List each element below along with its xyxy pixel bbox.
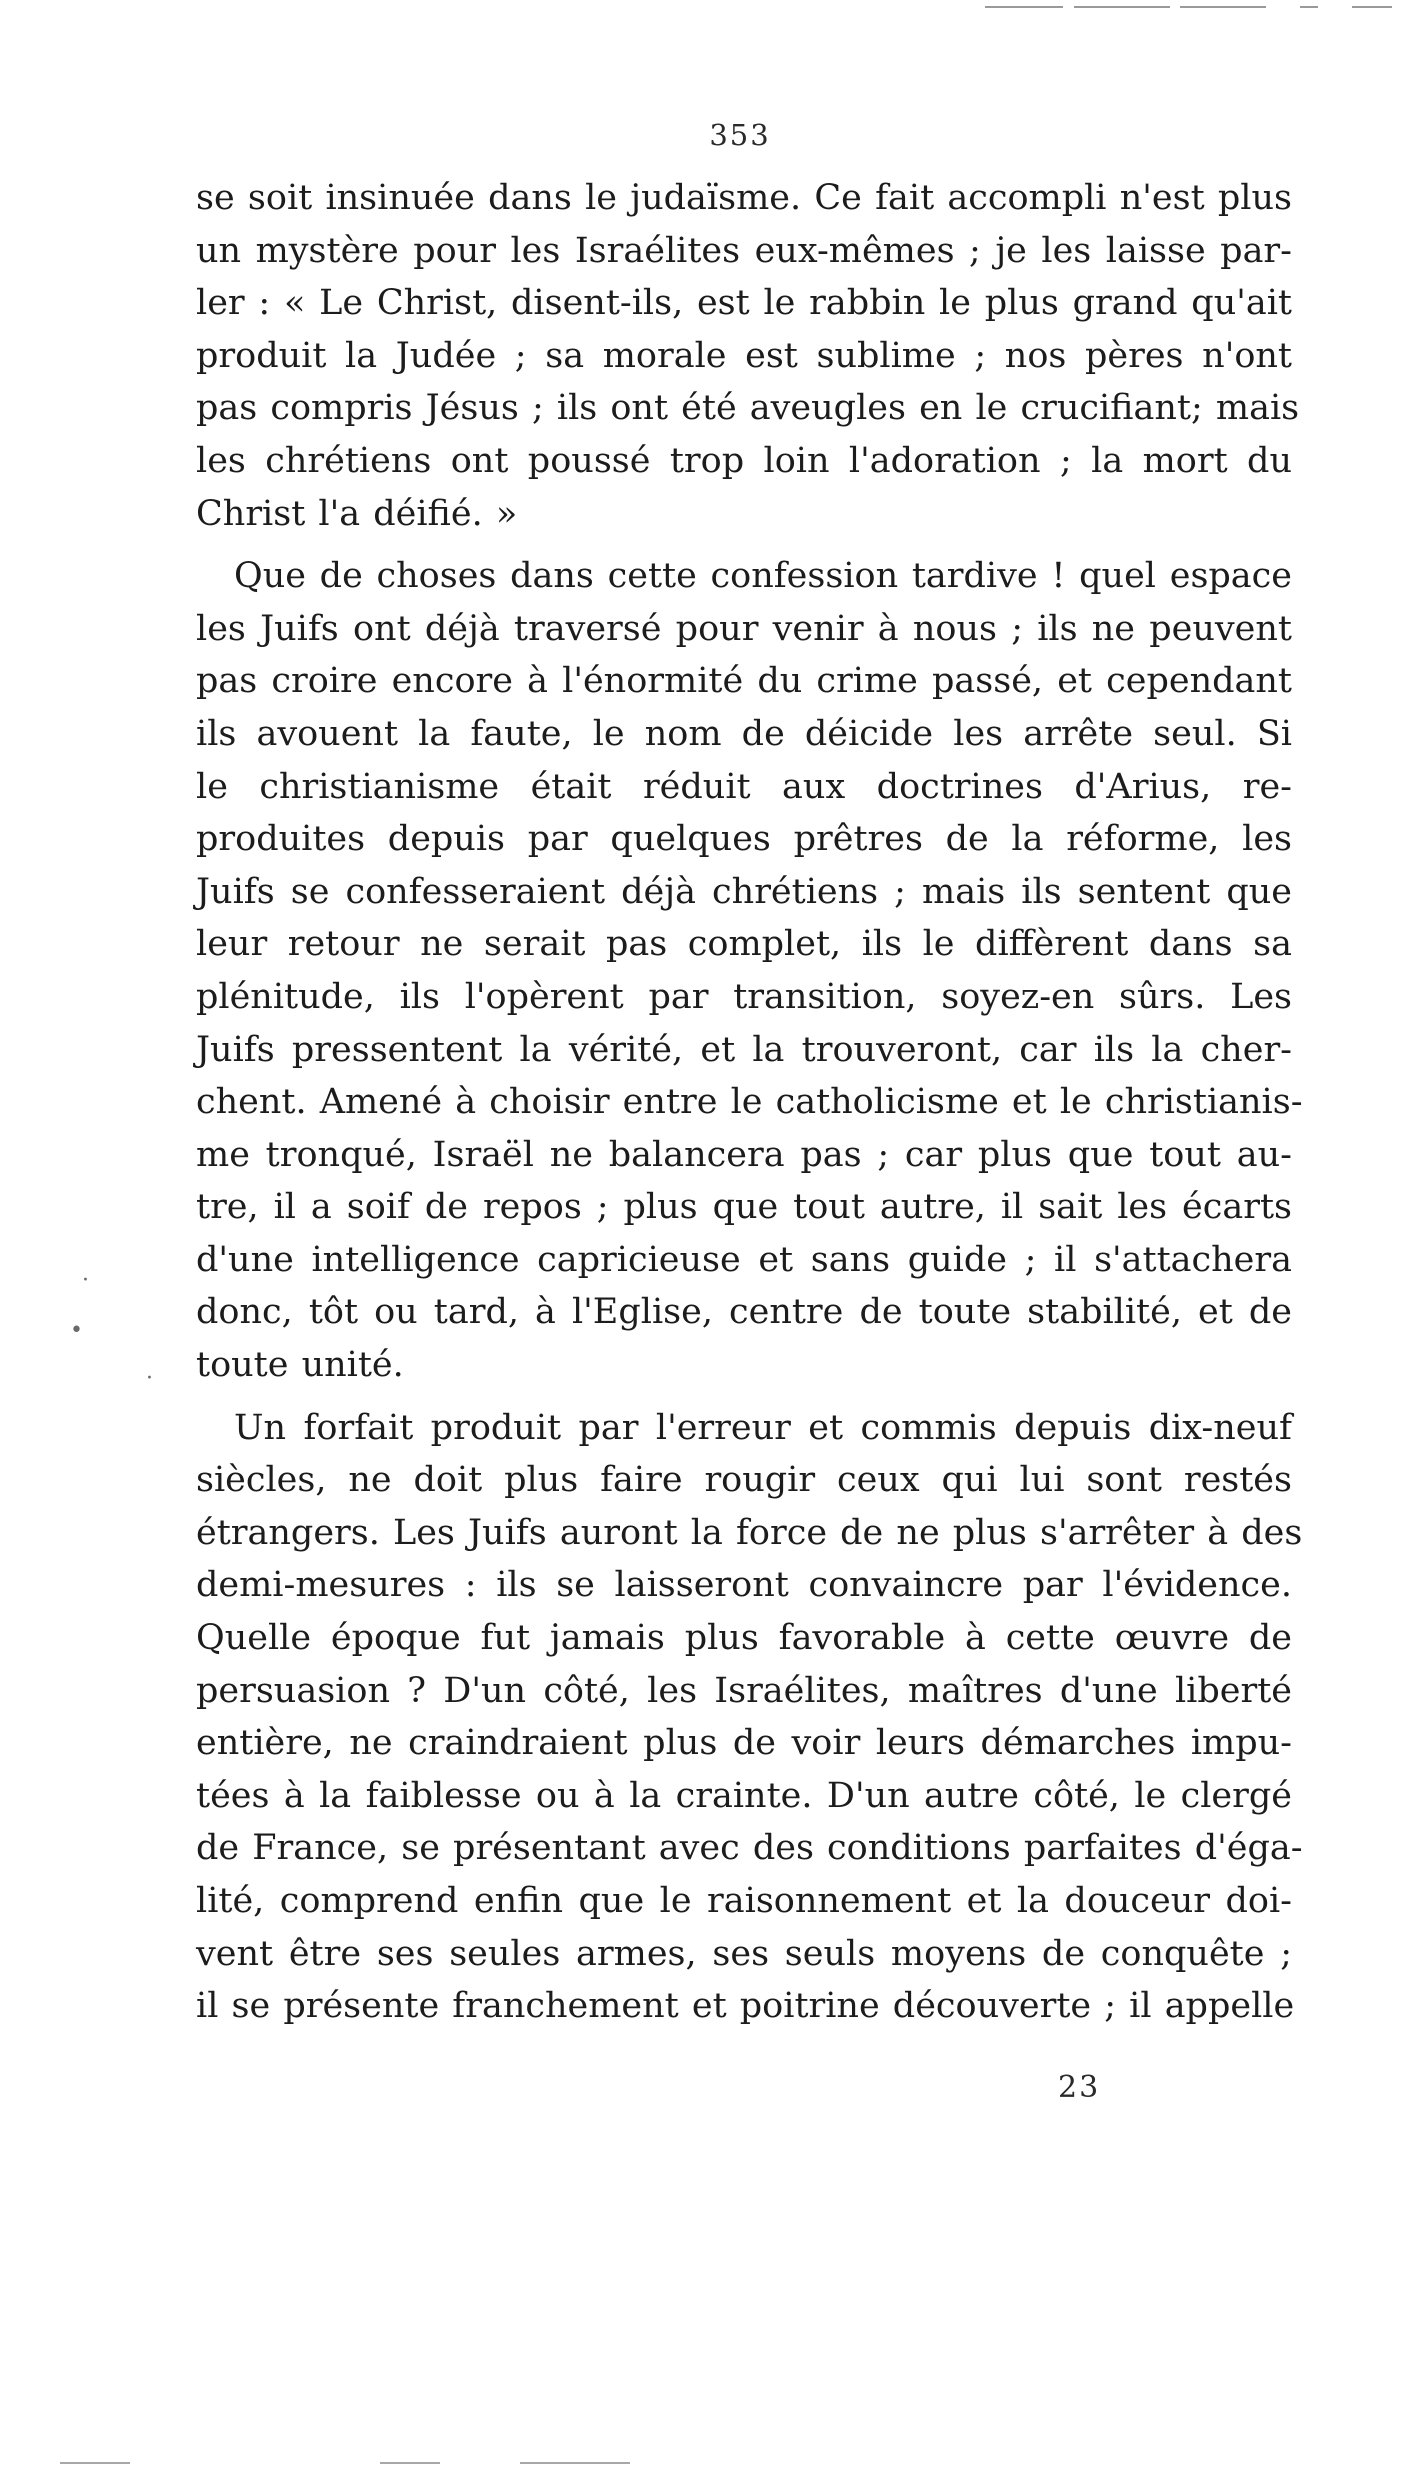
text-line: lité, comprend enfin que le raisonnement et la douceur doi- xyxy=(196,1881,1292,1921)
text-line: Juifs pressentent la vérité, et la trouveront, car ils la cher- xyxy=(196,1029,1292,1070)
margin-speck: · xyxy=(82,1268,89,1293)
text-line: Que de choses dans cette confession tardive ! quel espace xyxy=(234,556,1292,597)
bottom-edge-rule xyxy=(60,2462,130,2464)
bottom-edge-rule xyxy=(520,2462,630,2464)
paragraph xyxy=(196,1402,1303,2033)
paragraph xyxy=(196,172,1300,540)
text-line: il se présente franchement et poitrine découverte ; il appelle xyxy=(196,1986,1295,2027)
text-line: siècles, ne doit plus faire rougir ceux qui lui sont restés xyxy=(196,1460,1292,1501)
text-line: tées à la faiblesse ou à la crainte. D'un autre côté, le clergé xyxy=(196,1775,1292,1816)
signature-mark: 23 xyxy=(1058,2070,1101,2105)
text-line: produites depuis par quelques prêtres de la réforme, les xyxy=(196,819,1292,860)
text-line: donc, tôt ou tard, à l'Eglise, centre de toute stabilité, et de xyxy=(196,1292,1292,1333)
text-line: ler : « Le Christ, disent-ils, est le rabbin le plus grand qu'ait xyxy=(196,283,1292,324)
top-edge-rule xyxy=(1180,6,1266,8)
paragraph-gap xyxy=(196,1392,1292,1402)
text-line: ils avouent la faute, le nom de déicide les arrête seul. Si xyxy=(196,713,1292,754)
paragraph-gap xyxy=(196,540,1292,550)
text-line: chent. Amené à choisir entre le catholicisme et le christianis- xyxy=(196,1082,1303,1123)
text-line: entière, ne craindraient plus de voir leurs démarches impu- xyxy=(196,1723,1292,1764)
text-line: Quelle époque fut jamais plus favorable à cette œuvre de xyxy=(196,1618,1292,1659)
top-edge-rule xyxy=(1074,6,1170,8)
text-line: pas croire encore à l'énormité du crime passé, et cependant xyxy=(196,661,1292,702)
text-line: Un forfait produit par l'erreur et commis depuis dix-neuf xyxy=(234,1407,1292,1448)
text-line: d'une intelligence capricieuse et sans guide ; il s'attachera xyxy=(196,1239,1292,1280)
bottom-edge-rule xyxy=(380,2462,440,2464)
paragraph xyxy=(196,550,1303,1392)
body-text xyxy=(196,172,1303,2033)
margin-speck: · xyxy=(146,1366,153,1391)
text-line: pas compris Jésus ; ils ont été aveugles en le crucifiant; mais xyxy=(196,388,1300,429)
text-line: produit la Judée ; sa morale est sublime ; nos pères n'ont xyxy=(196,335,1292,376)
text-line: leur retour ne serait pas complet, ils le diffèrent dans sa xyxy=(196,924,1292,965)
top-edge-rule xyxy=(1300,6,1318,8)
text-line: tre, il a soif de repos ; plus que tout autre, il sait les écarts xyxy=(196,1187,1292,1228)
page-number: 353 xyxy=(709,118,771,152)
top-edge-rule xyxy=(985,6,1063,8)
text-line: se soit insinuée dans le judaïsme. Ce fait accompli n'est plus xyxy=(196,178,1292,218)
text-line: le christianisme était réduit aux doctrines d'Arius, re- xyxy=(196,766,1292,807)
text-line: les chrétiens ont poussé trop loin l'adoration ; la mort du xyxy=(196,440,1292,481)
text-line: les Juifs ont déjà traversé pour venir à nous ; ils ne peuvent xyxy=(196,608,1292,649)
text-line: persuasion ? D'un côté, les Israélites, maîtres d'une liberté xyxy=(196,1670,1292,1711)
text-line: plénitude, ils l'opèrent par transition, soyez-en sûrs. Les xyxy=(196,976,1292,1017)
text-line: de France, se présentant avec des conditions parfaites d'éga- xyxy=(196,1828,1303,1869)
text-line: Juifs se confesseraient déjà chrétiens ; mais ils sentent que xyxy=(196,871,1292,912)
text-line: me tronqué, Israël ne balancera pas ; car plus que tout au- xyxy=(196,1134,1292,1175)
text-line: Christ l'a déifié. » xyxy=(196,493,518,534)
top-edge-rule xyxy=(1352,6,1392,8)
text-line: demi-mesures : ils se laisseront convaincre par l'évidence. xyxy=(196,1565,1292,1606)
margin-speck: • xyxy=(70,1318,83,1343)
text-line: toute unité. xyxy=(196,1345,404,1386)
text-line: vent être ses seules armes, ses seuls moyens de conquête ; xyxy=(196,1933,1292,1974)
text-line: un mystère pour les Israélites eux-mêmes ; je les laisse par- xyxy=(196,230,1292,271)
text-line: étrangers. Les Juifs auront la force de ne plus s'arrêter à des xyxy=(196,1512,1303,1553)
